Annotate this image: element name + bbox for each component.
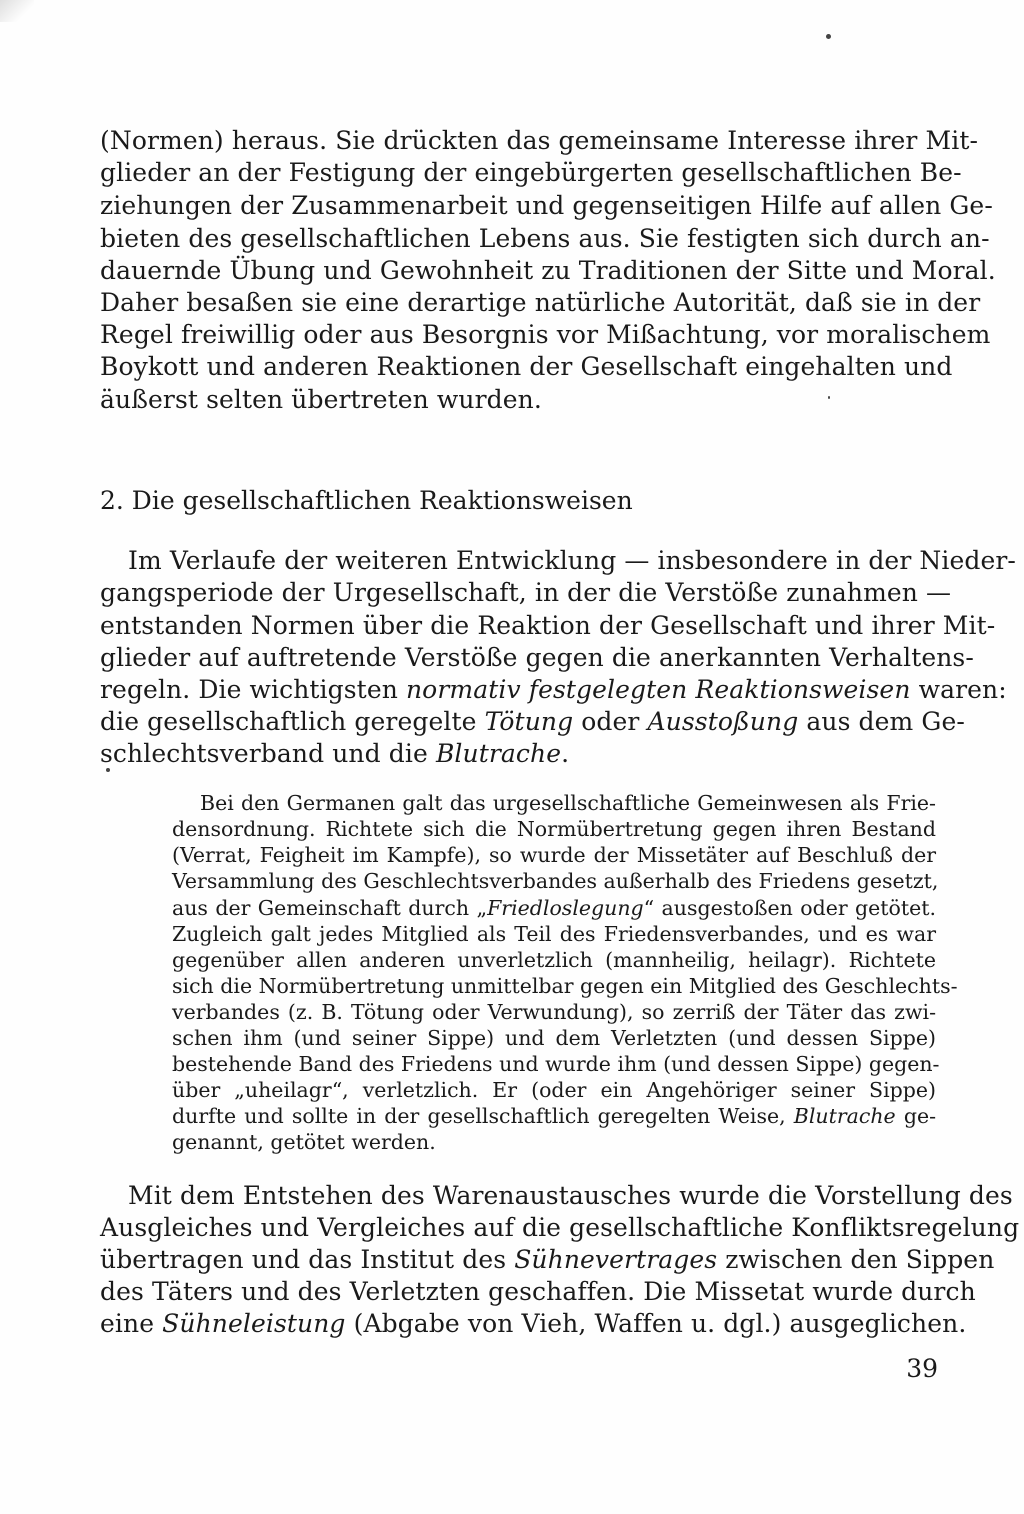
- text-line: [100, 1245, 995, 1274]
- text-run: aus dem Ge-: [798, 707, 965, 736]
- small-text-line: über „uheilagr“, verletzlich. Er (oder ein Angehöriger seiner Sippe): [172, 1078, 936, 1102]
- emphasis: normativ festgelegten Reaktionsweisen: [405, 675, 911, 704]
- scan-smudge: [0, 0, 34, 22]
- text-line: Regel freiwillig oder aus Besorgnis vor Mißachtung, vor moralischem: [100, 320, 991, 349]
- text-run: ge-: [895, 1104, 937, 1128]
- text-run: zwischen den Sippen: [717, 1245, 995, 1274]
- emphasis: Sühnevertrages: [514, 1245, 718, 1274]
- text-line: dauernde Übung und Gewohnheit zu Traditionen der Sitte und Moral.: [100, 256, 996, 285]
- text-run: aus der Gemeinschaft durch „: [172, 896, 488, 920]
- text-line: Mit dem Entstehen des Warenaustausches wurde die Vorstellung des: [128, 1181, 1013, 1210]
- text-line: gangsperiode der Urgesellschaft, in der die Verstöße zunahmen —: [100, 578, 952, 607]
- text-run: durfte und sollte in der gesellschaftlich geregelten Weise,: [172, 1104, 794, 1128]
- text-run: “ ausgestoßen oder getötet.: [643, 896, 936, 920]
- text-line: (Normen) heraus. Sie drückten das gemeinsame Interesse ihrer Mit-: [100, 126, 979, 155]
- small-text-line: gegenüber allen anderen unverletzlich (mannheilig, heilagr). Richtete: [172, 948, 936, 972]
- text-line: Daher besaßen sie eine derartige natürliche Autorität, daß sie in der: [100, 288, 981, 317]
- small-text-line: Versammlung des Geschlechtsverbandes außerhalb des Friedens gesetzt,: [172, 869, 939, 893]
- text-line: Im Verlaufe der weiteren Entwicklung — insbesondere in der Nieder-: [128, 546, 1016, 575]
- text-run: übertragen und das Institut des: [100, 1245, 515, 1274]
- emphasis: Blutrache: [435, 739, 562, 768]
- text-line: glieder an der Festigung der eingebürgerten gesellschaftlichen Be-: [100, 158, 962, 187]
- small-text-line: Bei den Germanen galt das urgesellschaftliche Gemeinwesen als Frie-: [200, 791, 936, 815]
- small-text-line: genannt, getötet werden.: [172, 1130, 436, 1154]
- small-text-line: [172, 1106, 936, 1127]
- emphasis: Ausstoßung: [647, 707, 799, 736]
- small-text-line: bestehende Band des Friedens und wurde ihm (und dessen Sippe) gegen-: [172, 1052, 940, 1076]
- emphasis: Blutrache: [793, 1104, 896, 1128]
- scan-speck: [826, 34, 831, 39]
- small-text-line: (Verrat, Feigheit im Kampfe), so wurde der Missetäter auf Beschluß der: [172, 843, 936, 867]
- text-run: eine: [100, 1309, 163, 1338]
- text-line: bieten des gesellschaftlichen Lebens aus. Sie festigten sich durch an-: [100, 224, 990, 253]
- text-line: [100, 1309, 967, 1338]
- small-text-line: verbandes (z. B. Tötung oder Verwundung), so zerriß der Täter das zwi-: [172, 1000, 936, 1024]
- page-number: 39: [906, 1354, 938, 1383]
- emphasis: Sühneleistung: [162, 1309, 346, 1338]
- small-text-line: Zugleich galt jedes Mitglied als Teil des Friedensverbandes, und es war: [172, 922, 936, 946]
- text-line: [100, 741, 934, 766]
- small-text-line: [172, 898, 936, 919]
- text-line: Ausgleiches und Vergleiches auf die gesellschaftliche Konfliktsregelung: [100, 1213, 1020, 1242]
- text-line: glieder auf auftretende Verstöße gegen die anerkannten Verhaltens-: [100, 643, 974, 672]
- section-heading: 2. Die gesellschaftlichen Reaktionsweisen: [100, 486, 633, 515]
- text-line: entstanden Normen über die Reaktion der Gesellschaft und ihrer Mit-: [100, 611, 996, 640]
- text-run: regeln. Die wichtigsten: [100, 675, 406, 704]
- text-run: oder: [573, 707, 648, 736]
- scan-speck: [106, 768, 110, 772]
- text-line: [100, 675, 1007, 704]
- text-run: .: [561, 739, 570, 768]
- text-line: des Täters und des Verletzten geschaffen. Die Missetat wurde durch: [100, 1277, 976, 1306]
- small-text-line: sich die Normübertretung unmittelbar gegen ein Mitglied des Geschlechts-: [172, 974, 958, 998]
- emphasis: Friedloslegung: [487, 896, 644, 920]
- text-run: waren:: [910, 675, 1007, 704]
- text-run: die gesellschaftlich geregelte: [100, 707, 485, 736]
- text-line: Boykott und anderen Reaktionen der Gesellschaft eingehalten und: [100, 352, 953, 381]
- text-run: (Abgabe von Vieh, Waffen u. dgl.) ausgeglichen.: [345, 1309, 967, 1338]
- text-line: äußerst selten übertreten wurden.: [100, 385, 542, 414]
- small-text-line: schen ihm (und seiner Sippe) und dem Verletzten (und dessen Sippe): [172, 1026, 936, 1050]
- text-line: [100, 707, 965, 736]
- text-line: ziehungen der Zusammenarbeit und gegenseitigen Hilfe auf allen Ge-: [100, 191, 993, 220]
- small-text-line: densordnung. Richtete sich die Normübertretung gegen ihren Bestand: [172, 817, 936, 841]
- emphasis: Tötung: [484, 707, 574, 736]
- text-run: schlechtsverband und die: [100, 739, 436, 768]
